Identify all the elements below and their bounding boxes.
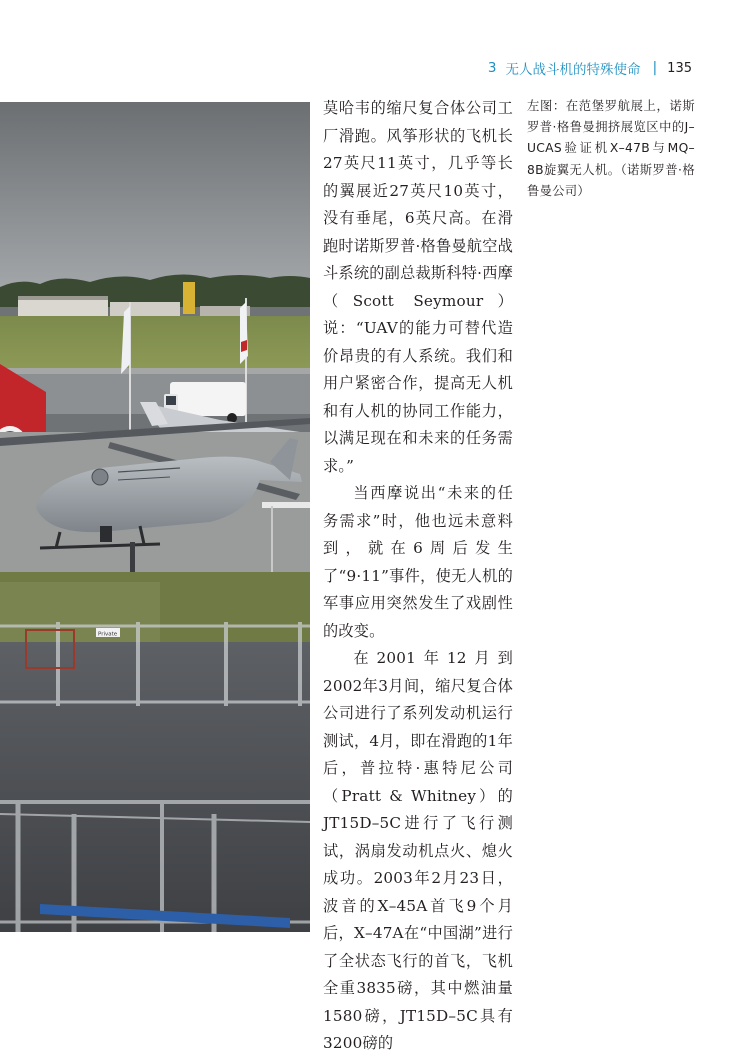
yellow-tower: [183, 282, 195, 314]
running-header: [488, 57, 692, 79]
paragraph-2: 当西摩说出“未来的任务需求”时，他也远未意料到，就在6周后发生了“9·11”事件，使无人机的军事应用突然发生了戏剧性的改变。: [323, 484, 513, 640]
airshow-photo: [0, 102, 310, 932]
paragraph-1: 莫哈韦的缩尺复合体公司工厂滑跑。风筝形状的飞机长27英尺11英寸，几乎等长的翼展近27英尺10英寸，没有垂尾，6英尺高。在滑跑时诺斯罗普·格鲁曼航空战斗系统的副总裁斯科特·西摩（Scott Seymour）说：“UAV的能力可替代造价昂贵的有人系统。我们和用户紧密合作，提高无人机和有人机的协同工作能力，以满足现在和未来的任务需求。”: [323, 99, 513, 475]
page-number: 135: [667, 60, 692, 76]
sky: [0, 102, 310, 292]
body-text: [323, 95, 513, 1058]
header-separator: |: [652, 60, 658, 76]
paragraph-3: 在2001年12月到2002年3月间，缩尺复合体公司进行了系列发动机运行测试，4月，即在滑跑的1年后，普拉特·惠特尼公司（Pratt & Whitney）的JT15D–5C进行了飞行测试，涡扇发动机点火、熄火成功。2003年2月23日，波音的X–45A首飞9个月后，X–47A在“中国湖”进行了全状态飞行的首飞，飞机全重3835磅，其中燃油量1580磅，JT15D–5C具有3200磅的: [323, 649, 513, 1052]
tarmac: [0, 642, 310, 932]
grass-field: [0, 316, 310, 376]
private-sign-text: Private: [98, 631, 118, 638]
chapter-title: 无人战斗机的特殊使命: [505, 62, 641, 78]
chapter-number: 3: [487, 60, 497, 76]
airshow-photo-illustration: [0, 102, 310, 932]
terminal-building: [110, 302, 180, 318]
photo-caption: 左图：在范堡罗航展上，诺斯罗普·格鲁曼拥挤展览区中的J–UCAS验证机X–47B与MQ–8B旋翼无人机。（诺斯罗普·格鲁曼公司）: [527, 99, 695, 198]
white-van: [170, 382, 246, 416]
hangar-building: [18, 298, 108, 318]
